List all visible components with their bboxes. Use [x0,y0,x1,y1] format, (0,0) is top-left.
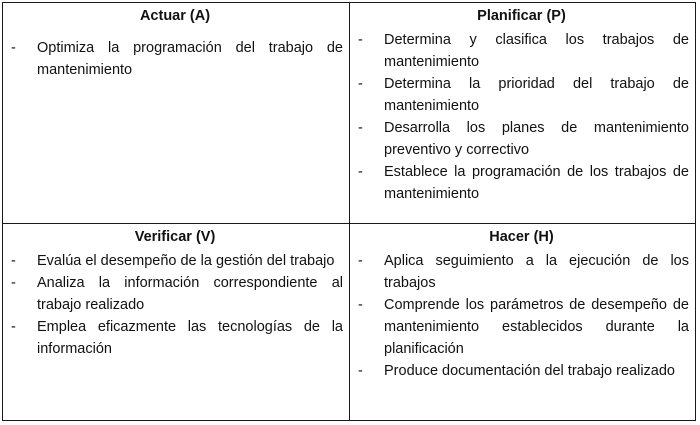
cell-hacer [350,224,695,420]
bullet-dash: - [11,319,16,335]
item-list [7,250,343,360]
item-text: Desarrolla los planes de mantenimiento preventivo y correctivo [384,120,689,158]
cell-planificar [350,3,695,224]
bullet-dash: - [358,253,363,269]
item-text: Produce documentación del trabajo realizado [384,363,675,379]
item-text: Analiza la información correspondiente al trabajo realizado [37,275,343,313]
cell-title: Planificar (P) [477,8,566,24]
item-text: Determina y clasifica los trabajos de mantenimiento [384,32,689,70]
list-item [354,29,689,73]
item-list [354,29,689,205]
item-text: Optimiza la programación del trabajo de mantenimiento [37,40,343,78]
list-item [354,161,689,205]
cell-verificar [3,224,350,420]
pdca-table [2,2,696,421]
bullet-dash: - [11,253,16,269]
item-text: Aplica seguimiento a la ejecución de los trabajos [384,253,689,291]
cell-title: Actuar (A) [139,8,211,24]
list-item [7,250,343,272]
bullet-dash: - [358,164,363,180]
bullet-dash: - [358,120,363,136]
cell-title: Hacer (H) [489,229,554,245]
list-item [354,250,689,294]
list-item [7,37,343,81]
bullet-dash: - [358,76,363,92]
list-item [7,316,343,360]
bullet-dash: - [11,40,16,56]
item-text: Evalúa el desempeño de la gestión del trabajo [37,253,335,269]
item-text: Comprende los parámetros de desempeño de mantenimiento establecidos durante la planificación [384,297,689,357]
bullet-dash: - [358,363,363,379]
item-text: Establece la programación de los trabajos de mantenimiento [384,164,689,202]
item-list [7,37,343,81]
item-text: Determina la prioridad del trabajo de mantenimiento [384,76,689,114]
list-item [354,73,689,117]
item-list [354,250,689,382]
list-item [7,272,343,316]
cell-title: Verificar (V) [134,229,216,245]
list-item [354,360,689,382]
list-item [354,294,689,360]
bullet-dash: - [358,297,363,313]
cell-actuar [3,3,350,224]
bullet-dash: - [11,275,16,291]
bullet-dash: - [358,32,363,48]
item-text: Emplea eficazmente las tecnologías de la información [37,319,343,357]
list-item [354,117,689,161]
